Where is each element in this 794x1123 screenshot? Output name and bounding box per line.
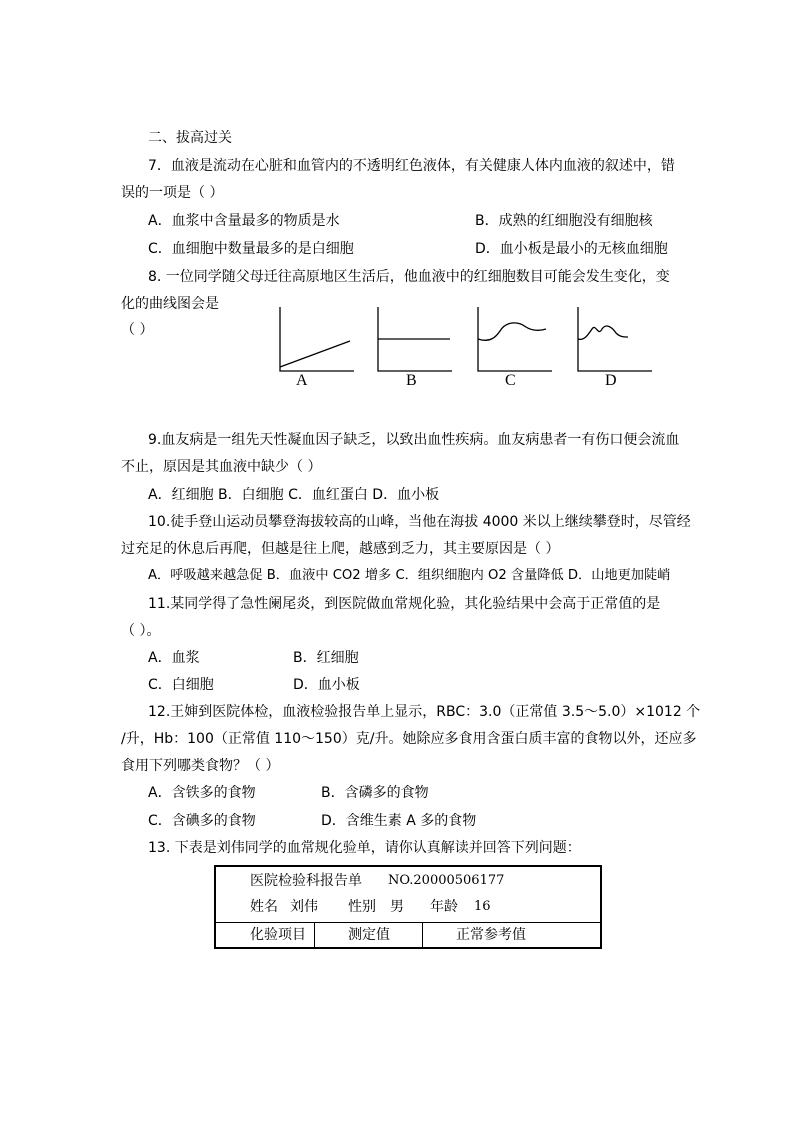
q7-option-a: A．血浆中含量最多的物质是水	[148, 213, 340, 229]
q13-stem: 13. 下表是刘伟同学的血常规化验单，请你认真解读并回答下列问题：	[148, 840, 581, 856]
q8-stem-line1: 8. 一位同学随父母迁往高原地区生活后，他血液中的红细胞数目可能会发生变化，变	[148, 269, 670, 285]
q9-stem-line1: 9.血友病是一组先天性凝血因子缺乏，以致出血性疾病。血友病患者一有伤口便会流血	[148, 432, 680, 448]
q10-stem-line1: 10.徒手登山运动员攀登海拔较高的山峰，当他在海拔 4000 米以上继续攀登时，尽管经	[148, 514, 691, 530]
graph-label-c: C	[505, 372, 516, 389]
graph-a-curve	[280, 341, 350, 367]
q12-stem-line1: 12.王婶到医院体检，血液检验报告单上显示，RBC：3.0（正常值 3.5～5.0）×1012 个	[148, 704, 701, 720]
table-divider	[216, 922, 600, 923]
graph-label-a: A	[296, 372, 308, 389]
column-divider-1	[314, 922, 315, 947]
sex-value: 男	[390, 899, 404, 915]
report-title: 医院检验科报告单	[250, 873, 362, 889]
q9-options: A．红细胞 B．白细胞 C．血红蛋白 D．血小板	[148, 487, 440, 503]
q11-stem-line1: 11.某同学得了急性阑尾炎，到医院做血常规化验，其化验结果中会高于正常值的是	[148, 596, 661, 612]
q12-option-b: B．含磷多的食物	[321, 785, 429, 801]
graph-c-curve	[478, 323, 546, 340]
q12-stem-line3: 食用下列哪类食物？（ ）	[121, 758, 280, 774]
q11-option-b: B．红细胞	[293, 650, 359, 666]
graph-c	[468, 305, 558, 375]
graph-d-axes	[578, 307, 652, 371]
graph-a	[270, 305, 360, 375]
q7-stem-line1: 7．血液是流动在心脏和血管内的不透明红色液体，有关健康人体内血液的叙述中，错	[148, 158, 675, 174]
name-value: 刘伟	[290, 899, 318, 915]
q12-option-d: D．含维生素 A 多的食物	[321, 813, 477, 829]
q7-option-d: D．血小板是最小的无核血细胞	[475, 241, 668, 257]
q7-stem-line2: 误的一项是（ ）	[121, 185, 224, 201]
q8-stem-line2: 化的曲线图会是	[121, 296, 219, 312]
column-header-reference: 正常参考值	[456, 927, 526, 943]
column-header-item: 化验项目	[250, 927, 306, 943]
q12-option-a: A．含铁多的食物	[148, 785, 256, 801]
q11-option-d: D．血小板	[293, 677, 360, 693]
q11-option-c: C．白细胞	[148, 677, 214, 693]
q12-option-c: C．含碘多的食物	[148, 813, 256, 829]
graph-d	[568, 305, 658, 375]
q7-option-b: B．成熟的红细胞没有细胞核	[475, 213, 653, 229]
q11-stem-line2: （ ）。	[121, 623, 161, 639]
age-value: 16	[474, 899, 491, 914]
graph-d-curve	[578, 326, 628, 339]
graph-b	[368, 305, 458, 375]
name-label: 姓名	[250, 899, 278, 915]
q7-option-c: C．血细胞中数量最多的是白细胞	[148, 241, 354, 257]
q10-stem-line2: 过充足的休息后再爬，但越是往上爬，越感到乏力，其主要原因是（ ）	[121, 541, 560, 557]
graph-a-axes	[280, 307, 354, 371]
q12-stem-line2: /升，Hb：100（正常值 110～150）克/升。她除应多食用含蛋白质丰富的食物以外，还应多	[121, 731, 697, 747]
age-label: 年龄	[430, 899, 458, 915]
graph-label-b: B	[406, 372, 417, 389]
q9-stem-line2: 不止，原因是其血液中缺少（ ）	[121, 459, 322, 475]
report-number: NO.20000506177	[388, 873, 505, 888]
column-header-value: 测定值	[348, 927, 390, 943]
q11-option-a: A．血浆	[148, 650, 200, 666]
q8-answer-paren: （ ）	[121, 322, 154, 338]
section-title: 二、拔高过关	[148, 130, 232, 146]
q10-options: A．呼吸越来越急促 B．血液中 CO2 增多 C．组织细胞内 O2 含量降低 D．山地更加陡峭	[148, 568, 671, 583]
lab-report-table	[214, 865, 602, 949]
sex-label: 性别	[348, 899, 376, 915]
graph-label-d: D	[605, 372, 617, 389]
column-divider-2	[422, 922, 423, 947]
